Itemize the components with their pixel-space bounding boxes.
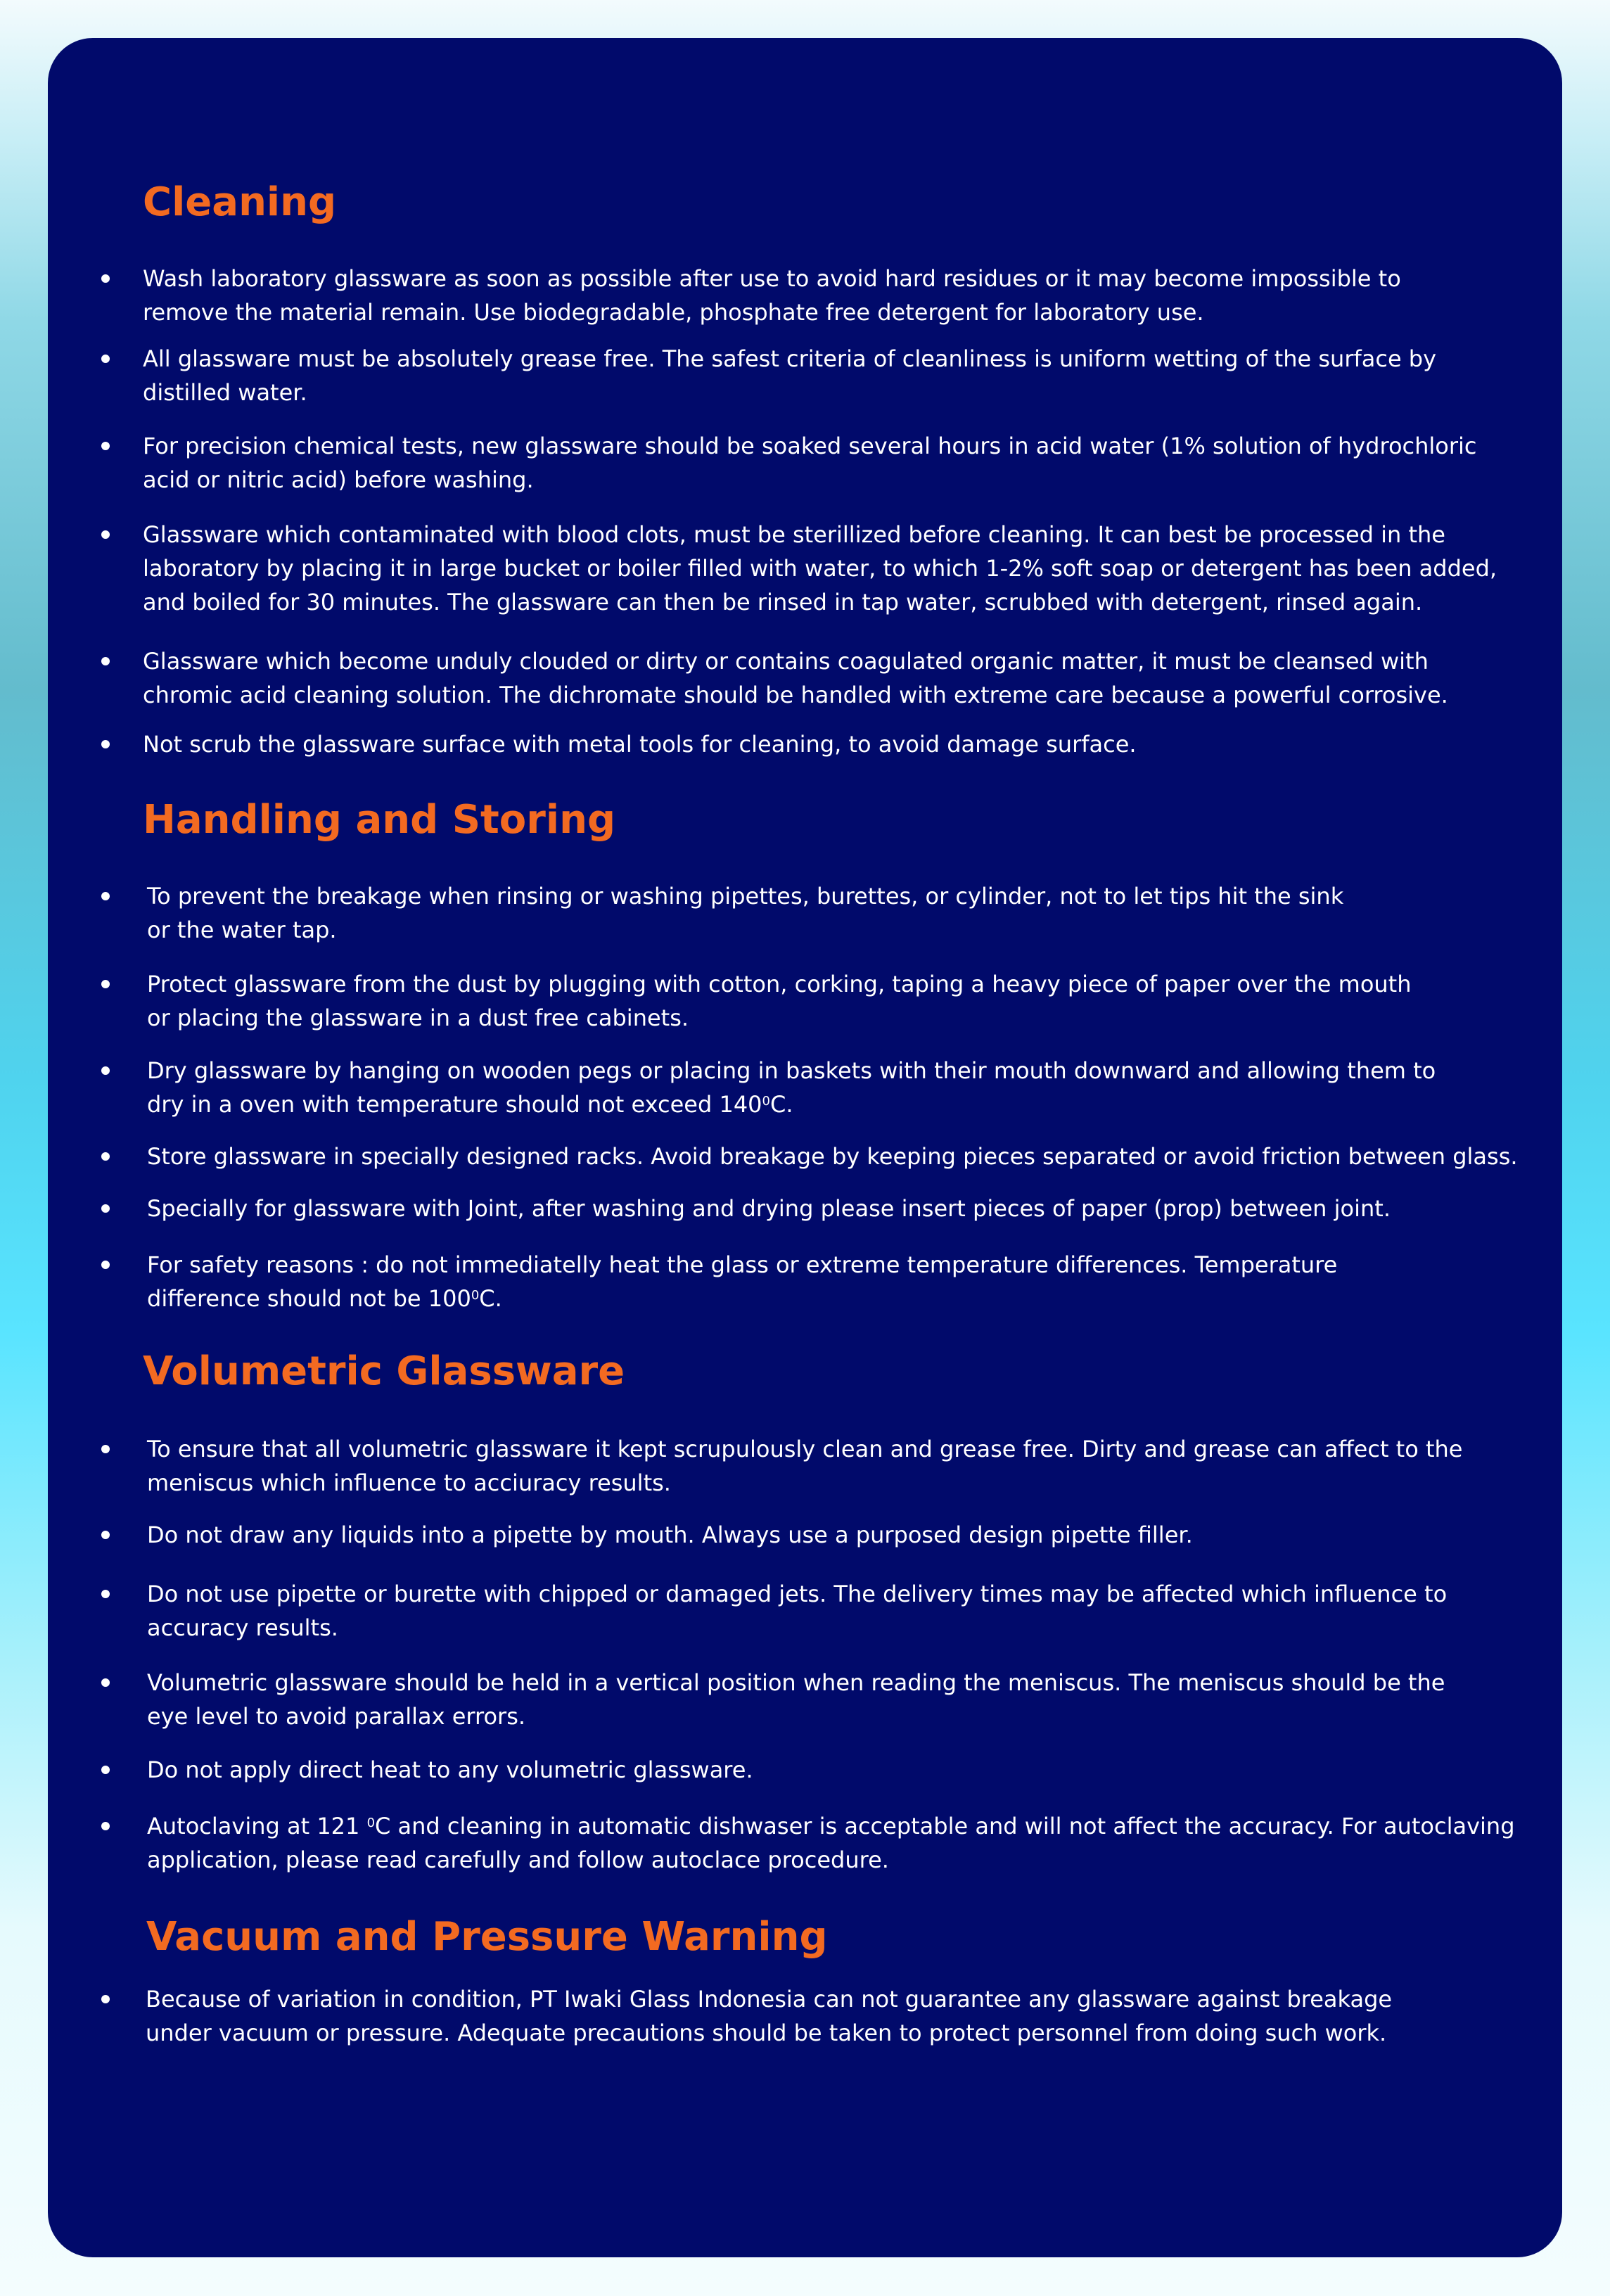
list-item bbox=[147, 1666, 1445, 1733]
bullet-icon bbox=[101, 657, 110, 665]
item-text-line: distilled water. bbox=[143, 379, 307, 406]
list-item bbox=[147, 967, 1412, 1035]
item-text-line: eye level to avoid parallax errors. bbox=[147, 1703, 526, 1730]
list-item bbox=[143, 727, 1137, 761]
item-text-line: meniscus which influence to acciuracy results. bbox=[147, 1469, 671, 1496]
item-text-segment: C and cleaning in automatic dishwaser is acceptable and will not affect the accuracy. For autoclaving bbox=[375, 1813, 1515, 1839]
item-text-segment: C. bbox=[769, 1091, 793, 1118]
section-title-cleaning: Cleaning bbox=[143, 179, 337, 225]
item-text-line: Do not apply direct heat to any volumetric glassware. bbox=[147, 1756, 753, 1783]
bullet-icon bbox=[101, 892, 110, 900]
bullet-icon bbox=[101, 980, 110, 988]
list-item bbox=[143, 262, 1401, 329]
list-item bbox=[146, 1982, 1392, 2050]
item-text-line: To prevent the breakage when rinsing or washing pipettes, burettes, or cylinder, not to let tips hit the sink bbox=[147, 883, 1344, 910]
bullet-icon bbox=[101, 1995, 110, 2003]
list-item bbox=[143, 644, 1448, 712]
list-item bbox=[147, 1577, 1447, 1645]
item-text-line bbox=[147, 1282, 1337, 1315]
bullet-icon bbox=[101, 1204, 110, 1213]
bullet-icon bbox=[101, 442, 110, 450]
list-item bbox=[147, 1432, 1462, 1500]
bullet-icon bbox=[101, 1066, 110, 1075]
list-item bbox=[147, 879, 1343, 947]
section-title-volumetric-glassware: Volumetric Glassware bbox=[143, 1348, 625, 1394]
list-item bbox=[147, 1140, 1518, 1173]
item-text-line: Protect glassware from the dust by plugging with cotton, corking, taping a heavy piece of paper over the mouth bbox=[147, 971, 1412, 997]
item-text-line: For safety reasons : do not immediatelly heat the glass or extreme temperature differences. Temperature bbox=[147, 1251, 1338, 1278]
list-item bbox=[147, 1809, 1515, 1877]
item-text-line: accuracy results. bbox=[147, 1614, 338, 1641]
item-text-line: Specially for glassware with Joint, after washing and drying please insert pieces of paper (prop) between joint. bbox=[147, 1195, 1391, 1222]
list-item bbox=[143, 429, 1477, 497]
bullet-icon bbox=[101, 1590, 110, 1598]
item-text-line: laboratory by placing it in large bucket or boiler filled with water, to which 1-2% soft soap or detergent has been added, bbox=[143, 555, 1497, 582]
bullet-icon bbox=[101, 355, 110, 363]
list-item bbox=[143, 342, 1436, 409]
item-text-line: Dry glassware by hanging on wooden pegs or placing in baskets with their mouth downward and allowing them to bbox=[147, 1057, 1436, 1084]
item-text-line: or the water tap. bbox=[147, 917, 337, 943]
item-text-line: Not scrub the glassware surface with metal tools for cleaning, to avoid damage surface. bbox=[143, 731, 1137, 758]
item-text-segment: difference should not be 100 bbox=[147, 1285, 471, 1312]
bullet-icon bbox=[101, 740, 110, 748]
degree-superscript: 0 bbox=[471, 1288, 480, 1303]
item-text-segment: C. bbox=[479, 1285, 502, 1312]
item-text-line: chromic acid cleaning solution. The dichromate should be handled with extreme care because a powerful corrosive. bbox=[143, 682, 1448, 708]
bullet-icon bbox=[101, 1445, 110, 1453]
bullet-icon bbox=[101, 274, 110, 283]
section-title-handling-and-storing: Handling and Storing bbox=[143, 797, 616, 843]
item-text-line: remove the material remain. Use biodegradable, phosphate free detergent for laboratory use. bbox=[143, 299, 1204, 326]
degree-superscript: 0 bbox=[762, 1094, 770, 1109]
item-text-line: acid or nitric acid) before washing. bbox=[143, 466, 534, 493]
item-text-line: under vacuum or pressure. Adequate precautions should be taken to protect personnel from doing such work. bbox=[146, 2020, 1387, 2046]
bullet-icon bbox=[101, 1261, 110, 1269]
item-text-line: application, please read carefully and follow autoclace procedure. bbox=[147, 1847, 889, 1873]
list-item bbox=[147, 1248, 1337, 1315]
item-text-line: Do not use pipette or burette with chipped or damaged jets. The delivery times may be affected which influence to bbox=[147, 1581, 1448, 1607]
list-item bbox=[147, 1192, 1391, 1225]
item-text-line: and boiled for 30 minutes. The glassware can then be rinsed in tap water, scrubbed with detergent, rinsed again. bbox=[143, 589, 1423, 616]
bullet-icon bbox=[101, 1678, 110, 1687]
bullet-icon bbox=[101, 530, 110, 539]
item-text-line bbox=[147, 1809, 1515, 1843]
bullet-icon bbox=[101, 1152, 110, 1161]
section-title-vacuum-and-pressure-warning: Vacuum and Pressure Warning bbox=[146, 1914, 828, 1960]
item-text-line: or placing the glassware in a dust free cabinets. bbox=[147, 1005, 689, 1031]
item-text-line bbox=[147, 1088, 1436, 1121]
bullet-icon bbox=[101, 1531, 110, 1539]
item-text-line: Because of variation in condition, PT Iwaki Glass Indonesia can not guarantee any glassware against breakage bbox=[146, 1986, 1393, 2013]
item-text-line: Store glassware in specially designed racks. Avoid breakage by keeping pieces separated or avoid friction between glass. bbox=[147, 1143, 1518, 1170]
item-text-segment: Autoclaving at 121 bbox=[147, 1813, 367, 1839]
bullet-icon bbox=[101, 1766, 110, 1774]
item-text-line: Glassware which contaminated with blood clots, must be sterillized before cleaning. It can best be processed in the bbox=[143, 521, 1445, 548]
item-text-line: To ensure that all volumetric glassware it kept scrupulously clean and grease free. Dirty and grease can affect to the bbox=[147, 1436, 1463, 1462]
content-panel bbox=[48, 38, 1562, 2257]
item-text-line: Volumetric glassware should be held in a vertical position when reading the meniscus. The meniscus should be the bbox=[147, 1669, 1445, 1696]
item-text-line: All glassware must be absolutely grease free. The safest criteria of cleanliness is uniform wetting of the surface by bbox=[143, 345, 1437, 372]
bullet-icon bbox=[101, 1822, 110, 1830]
list-item bbox=[143, 518, 1497, 619]
item-text-segment: dry in a oven with temperature should not exceed 140 bbox=[147, 1091, 762, 1118]
item-text-line: Wash laboratory glassware as soon as possible after use to avoid hard residues or it may become impossible to bbox=[143, 265, 1401, 292]
item-text-line: Do not draw any liquids into a pipette by mouth. Always use a purposed design pipette filler. bbox=[147, 1522, 1193, 1548]
list-item bbox=[147, 1753, 753, 1787]
item-text-line: Glassware which become unduly clouded or dirty or contains coagulated organic matter, it must be cleansed with bbox=[143, 648, 1429, 675]
list-item bbox=[147, 1518, 1193, 1552]
list-item bbox=[147, 1054, 1436, 1121]
degree-superscript: 0 bbox=[366, 1816, 376, 1830]
item-text-line: For precision chemical tests, new glassware should be soaked several hours in acid water (1% solution of hydrochloric bbox=[143, 433, 1477, 459]
